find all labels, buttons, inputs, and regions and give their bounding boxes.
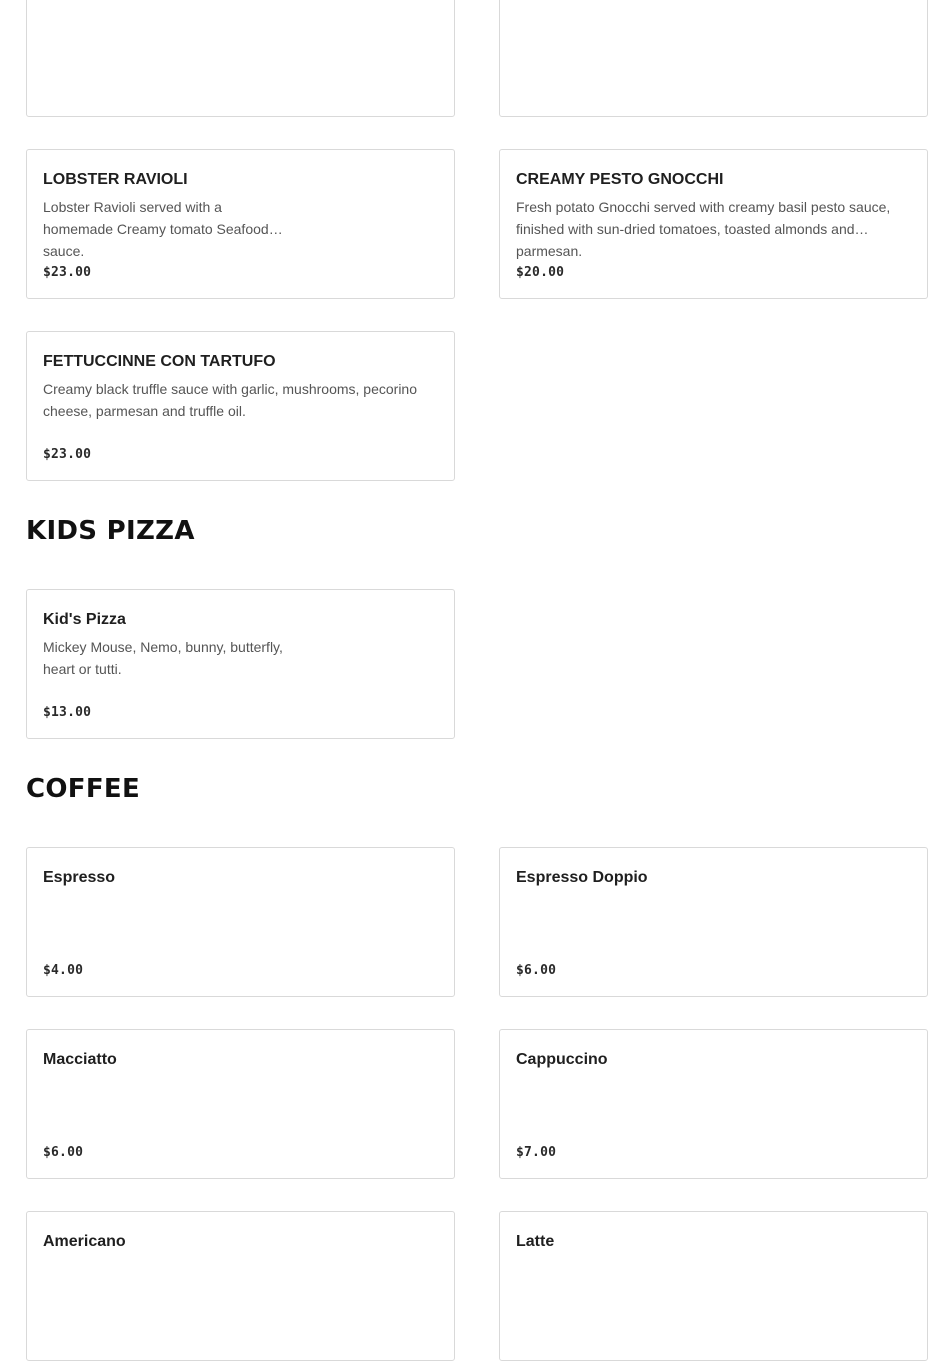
menu-item-price: $13.00 xyxy=(43,705,92,720)
menu-item-name: Americano xyxy=(43,1233,126,1250)
menu-item-name: Latte xyxy=(516,1233,555,1250)
menu-item-card[interactable] xyxy=(499,0,928,117)
menu-item-description: Mickey Mouse, Nemo, bunny, butterfly, heart or tutti. xyxy=(43,639,283,677)
menu-item-name: Cappuccino xyxy=(516,1051,608,1068)
menu-item-price: $4.00 xyxy=(43,963,84,978)
kids-pizza-items-grid xyxy=(26,589,928,739)
menu-item-description: Fresh potato Gnocchi served with creamy basil pesto sauce, finished with sun-dried tomatoes, toasted almonds and parmesan. xyxy=(516,199,891,259)
menu-item-card-americano[interactable] xyxy=(26,1211,455,1361)
menu-item-card-fettuccinne-con-tartufo[interactable] xyxy=(26,331,455,481)
menu-item-card-espresso-doppio[interactable] xyxy=(499,847,928,997)
menu-item-name: Espresso Doppio xyxy=(516,869,648,886)
menu-item-price: $6.00 xyxy=(43,1145,84,1160)
menu-item-price: $23.00 xyxy=(43,265,92,280)
menu-item-name: Macciatto xyxy=(43,1051,117,1068)
menu-item-card-macciatto[interactable] xyxy=(26,1029,455,1179)
menu-item-name: CREAMY PESTO GNOCCHI xyxy=(516,171,724,188)
menu-item-price: $6.00 xyxy=(516,963,557,978)
pasta-items-grid xyxy=(26,0,928,481)
menu-item-description: Creamy black truffle sauce with garlic, mushrooms, pecorino cheese, parmesan and truffle oil. xyxy=(43,381,418,419)
section-title: COFFEE xyxy=(26,774,141,804)
coffee-section xyxy=(26,773,928,1361)
menu-item-card-espresso[interactable] xyxy=(26,847,455,997)
menu-item-card-creamy-pesto-gnocchi[interactable] xyxy=(499,149,928,299)
menu-item-card-lobster-ravioli[interactable] xyxy=(26,149,455,299)
menu-item-name: Kid's Pizza xyxy=(43,611,126,628)
kids-pizza-section xyxy=(26,515,928,739)
menu-item-card-latte[interactable] xyxy=(499,1211,928,1361)
menu-item-card-kids-pizza[interactable] xyxy=(26,589,455,739)
section-title: KIDS PIZZA xyxy=(26,516,195,546)
menu-item-name: FETTUCCINNE CON TARTUFO xyxy=(43,353,276,370)
coffee-items-grid xyxy=(26,847,928,1361)
menu-item-price: $23.00 xyxy=(43,447,92,462)
menu-item-card[interactable] xyxy=(26,0,455,117)
menu-item-name: Espresso xyxy=(43,869,116,886)
menu-item-price: $7.00 xyxy=(516,1145,557,1160)
menu-item-price: $20.00 xyxy=(516,265,565,280)
menu-item-description: Lobster Ravioli served with a homemade Creamy tomato Seafood sauce. xyxy=(43,199,269,259)
menu-page xyxy=(26,0,928,1361)
menu-item-name: LOBSTER RAVIOLI xyxy=(43,171,188,188)
menu-item-card-cappuccino[interactable] xyxy=(499,1029,928,1179)
